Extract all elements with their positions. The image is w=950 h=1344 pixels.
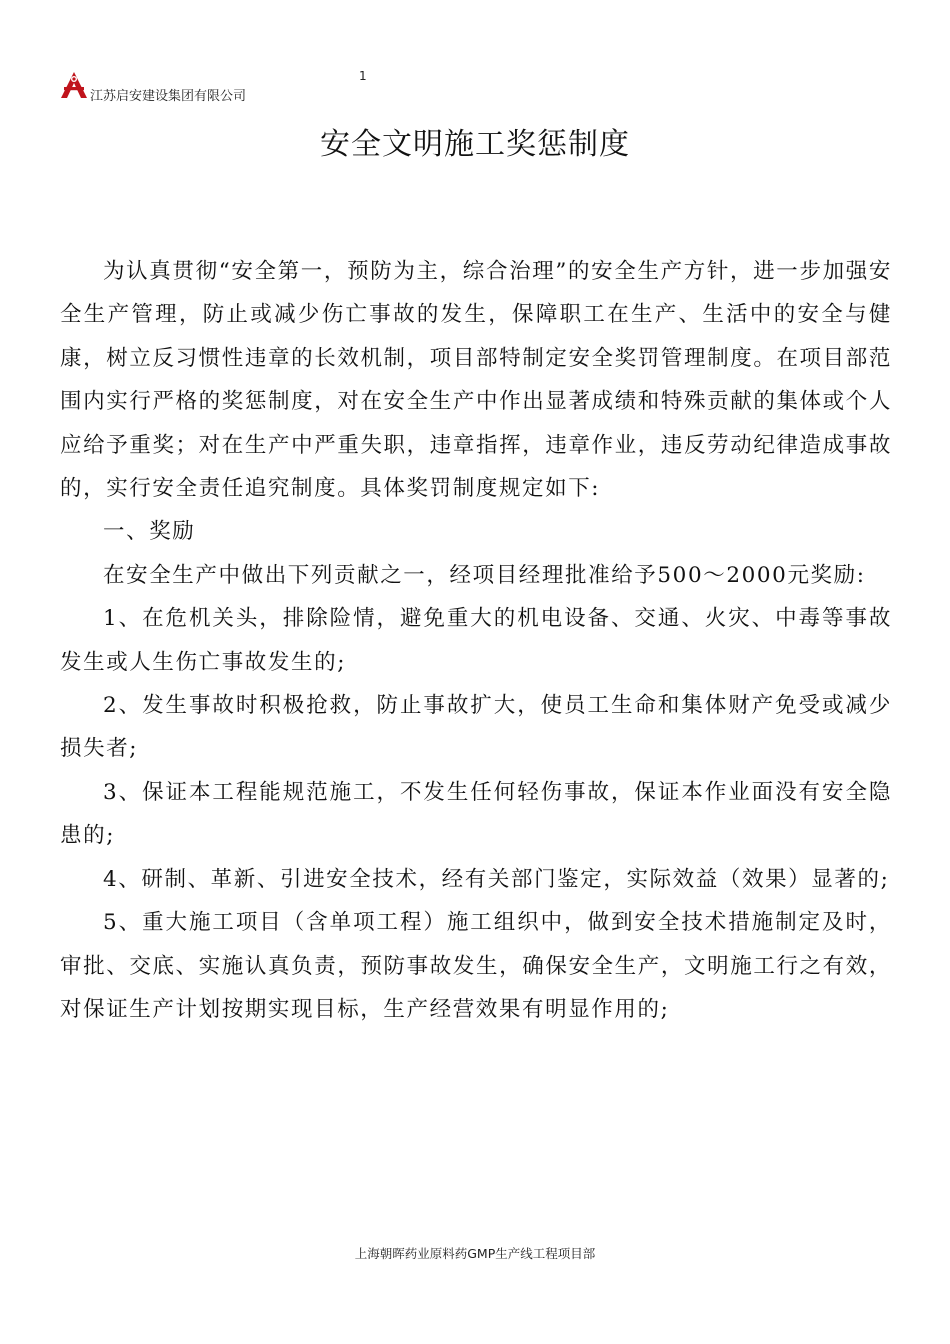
section-heading-rewards: 一、奖励: [103, 519, 196, 545]
page-number: 1: [359, 69, 367, 83]
intro-paragraph: 为认真贯彻“安全第一，预防为主，综合治理”的安全生产方针，进一步加强安全生产管理，防止或减少伤亡事故的发生，保障职工在生产、生活中的安全与健康，树立反习惯性违章的长效机制，项目部特制定安全奖罚管理制度。在项目部范围内实行严格的奖惩制度，对在安全生产中作出显著成绩和特殊贡献的集体或个人应给予重奖；对在生产中严重失职，违章指挥，违章作业，违反劳动纪律造成事故的，实行安全责任追究制度。具体奖罚制度规定如下:: [60, 259, 892, 502]
reward-item-4: 4、研制、革新、引进安全技术，经有关部门鉴定，实际效益（效果）显著的;: [103, 866, 890, 892]
company-logo-icon: [58, 70, 90, 100]
document-body: [60, 250, 892, 1031]
reward-item-2: 2、发生事故时积极抢救，防止事故扩大，使员工生命和集体财产免受或减少损失者;: [60, 693, 892, 762]
document-title: 安全文明施工奖惩制度: [320, 127, 630, 162]
reward-item-3: 3、保证本工程能规范施工，不发生任何轻伤事故，保证本作业面没有安全隐患的;: [60, 779, 892, 849]
company-name: 江苏启安建设集团有限公司: [90, 89, 247, 104]
footer-project-name: 上海朝晖药业原料药GMP生产线工程项目部: [354, 1246, 596, 1261]
rewards-intro-paragraph: 在安全生产中做出下列贡献之一，经项目经理批准给予500～2000元奖励:: [103, 562, 866, 588]
reward-item-1: 1、在危机关头，排除险情，避免重大的机电设备、交通、火灾、中毒等事故发生或人生伤亡事故发生的;: [60, 606, 892, 675]
reward-item-5: 5、重大施工项目（含单项工程）施工组织中，做到安全技术措施制定及时，审批、交底、实施认真负责，预防事故发生，确保安全生产，文明施工行之有效，对保证生产计划按期实现目标，生产经营效果有明显作用的;: [60, 910, 892, 1022]
